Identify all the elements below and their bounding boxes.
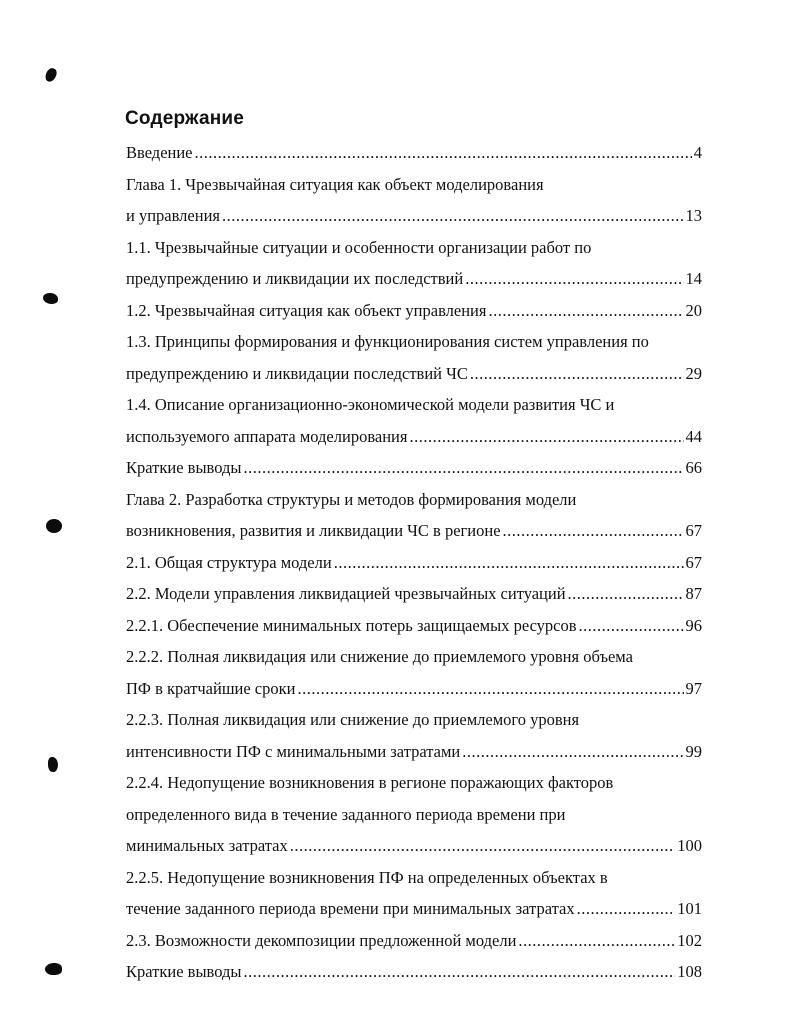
- toc-entry-title: предупреждению и ликвидации последствий ЧС: [126, 363, 468, 383]
- toc-entry-final-line: [126, 956, 702, 988]
- toc-page-number: 101: [677, 899, 702, 918]
- toc-entry-title: течение заданного периода времени при минимальных затратах: [126, 899, 575, 918]
- toc-entry-title: ПФ в кратчайшие сроки: [126, 678, 296, 698]
- toc-entry[interactable]: [126, 295, 702, 327]
- toc-entry-line: 1.1. Чрезвычайные ситуации и особенности организации работ по: [126, 237, 592, 257]
- toc-page-number: 87: [685, 584, 702, 603]
- ink-blot: [45, 963, 62, 975]
- dot-leader: [290, 830, 676, 862]
- toc-entry[interactable]: [126, 232, 702, 295]
- toc-entry-line: 2.2.3. Полная ликвидация или снижение до приемлемого уровня: [126, 710, 580, 729]
- toc-entry[interactable]: [126, 956, 702, 988]
- toc-entry-title: Введение: [126, 143, 193, 162]
- toc-entry[interactable]: [126, 484, 702, 547]
- toc-entry-title: Краткие выводы: [126, 458, 242, 477]
- toc-entry-final-line: [126, 893, 702, 925]
- toc-entry-line: Глава 2. Разработка структуры и методов формирования модели: [126, 489, 577, 509]
- dot-leader: [518, 925, 675, 957]
- dot-leader: [409, 421, 683, 453]
- toc-entry[interactable]: [126, 767, 702, 862]
- dot-leader: [577, 893, 676, 925]
- dot-leader: [334, 547, 684, 579]
- toc-entry[interactable]: [126, 547, 702, 579]
- ink-blot: [48, 757, 58, 772]
- toc-entry-line: Глава 1. Чрезвычайная ситуация как объект моделирования: [126, 174, 544, 194]
- toc-page-number: 102: [677, 930, 702, 950]
- toc-entry-title: предупреждению и ликвидации их последствий: [126, 269, 464, 288]
- toc-entry-line: 1.3. Принципы формирования и функционирования систем управления по: [126, 332, 649, 351]
- toc-page-number: 4: [693, 143, 702, 162]
- toc-page-number: 108: [677, 962, 702, 981]
- toc-entry-final-line: [126, 610, 702, 642]
- dot-leader: [243, 956, 675, 988]
- toc-entry[interactable]: [126, 389, 702, 452]
- toc-entry-final-line: [126, 578, 702, 610]
- toc-entry-title: интенсивности ПФ с минимальными затратами: [126, 741, 461, 761]
- dot-leader: [465, 263, 683, 295]
- toc-page-number: 67: [685, 521, 702, 540]
- toc-entry[interactable]: [126, 452, 702, 484]
- toc-entry-final-line: [126, 673, 702, 705]
- dot-leader: [462, 736, 683, 768]
- toc-entry-line: 1.4. Описание организационно-экономической модели развития ЧС и: [126, 395, 615, 414]
- toc-entry-title: 2.3. Возможности декомпозиции предложенной модели: [126, 930, 517, 950]
- toc-entry[interactable]: [126, 610, 702, 642]
- toc-entry[interactable]: [126, 862, 702, 925]
- toc-entry-final-line: [126, 736, 702, 768]
- dot-leader: [297, 673, 683, 705]
- toc-entry-final-line: [126, 547, 702, 579]
- dot-leader: [243, 452, 683, 484]
- toc-entry-final-line: [126, 358, 702, 390]
- dot-leader: [503, 515, 684, 547]
- ink-blot: [46, 519, 62, 533]
- toc-entry-final-line: [126, 295, 702, 327]
- dot-leader: [222, 200, 684, 232]
- toc-page-number: 96: [685, 615, 702, 635]
- toc-entry-title: и управления: [126, 206, 220, 225]
- toc-entry-final-line: [126, 830, 702, 862]
- toc-page-number: 14: [685, 269, 702, 288]
- toc-page-number: 20: [685, 300, 702, 320]
- page-title: Содержание: [125, 108, 245, 129]
- toc-entry-final-line: [126, 263, 702, 295]
- dot-leader: [579, 610, 684, 642]
- dot-leader: [568, 578, 684, 610]
- toc-entry-line: 2.2.2. Полная ликвидация или снижение до приемлемого уровня объема: [126, 647, 633, 666]
- toc-entry-title: 2.2. Модели управления ликвидацией чрезвычайных ситуаций: [126, 584, 566, 603]
- toc-page-number: 13: [685, 206, 702, 225]
- toc-page-number: 67: [685, 552, 702, 572]
- toc-entry-line: 2.2.4. Недопущение возникновения в регионе поражающих факторов: [126, 773, 614, 792]
- toc-page-number: 99: [685, 741, 702, 761]
- toc-entry-title: 2.1. Общая структура модели: [126, 552, 332, 572]
- dot-leader: [488, 295, 683, 327]
- toc-entry-title: минимальных затратах: [126, 836, 288, 855]
- toc-entry[interactable]: [126, 641, 702, 704]
- toc-entry[interactable]: [126, 137, 702, 169]
- toc-entry[interactable]: [126, 925, 702, 957]
- toc-entry[interactable]: [126, 169, 702, 232]
- toc-entry-title: возникновения, развития и ликвидации ЧС в регионе: [126, 521, 501, 540]
- toc-entry-final-line: [126, 200, 702, 232]
- dot-leader: [470, 358, 684, 390]
- toc-entry-line: определенного вида в течение заданного периода времени при: [126, 804, 566, 824]
- toc-entry-title: 1.2. Чрезвычайная ситуация как объект управления: [126, 300, 487, 320]
- toc-entry-final-line: [126, 452, 702, 484]
- toc-entry-final-line: [126, 421, 702, 453]
- toc-entry[interactable]: [126, 578, 702, 610]
- toc-entry[interactable]: [126, 704, 702, 767]
- toc-entry-line: 2.2.5. Недопущение возникновения ПФ на определенных объектах в: [126, 867, 608, 887]
- toc-entry-title: используемого аппарата моделирования: [126, 426, 408, 446]
- toc-page-number: 44: [685, 426, 702, 446]
- toc-page-number: 100: [677, 836, 702, 855]
- ink-blot: [44, 67, 58, 84]
- toc-page-number: 29: [685, 363, 702, 383]
- toc-entry[interactable]: [126, 326, 702, 389]
- toc-entry-final-line: [126, 137, 702, 169]
- toc-page-number: 97: [685, 678, 702, 698]
- toc-page-number: 66: [685, 458, 702, 477]
- toc-entry-title: Краткие выводы: [126, 962, 242, 981]
- toc-entry-final-line: [126, 925, 702, 957]
- ink-blot: [43, 293, 58, 304]
- toc-entry-title: 2.2.1. Обеспечение минимальных потерь защищаемых ресурсов: [126, 615, 577, 635]
- table-of-contents: [126, 137, 702, 988]
- dot-leader: [195, 137, 692, 169]
- toc-entry-final-line: [126, 515, 702, 547]
